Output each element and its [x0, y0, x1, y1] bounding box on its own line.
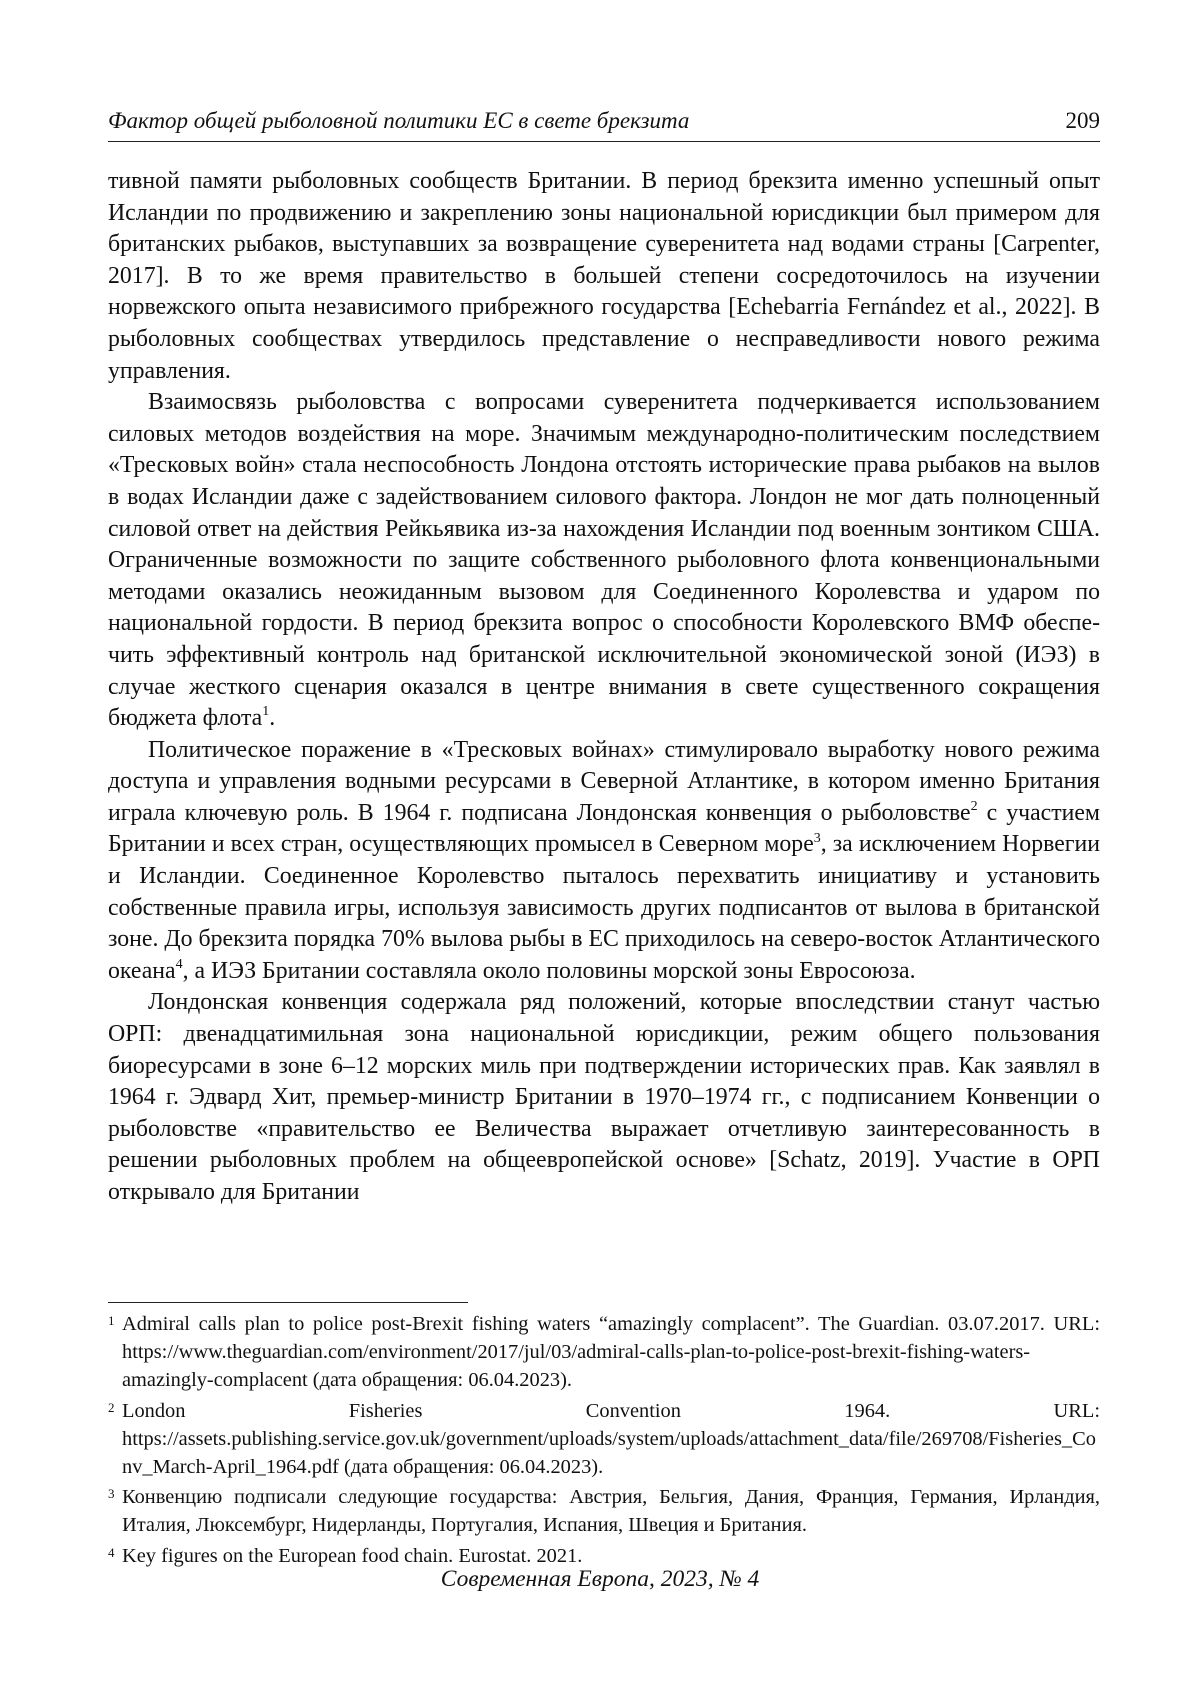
- paragraph-2-text: Взаимосвязь рыболовства с вопросами суверенитета подчеркивается использованием силовых методов воздействия на море. Значимым международно-политическим последствием «Тресковых войн» стала неспособность Лондона отстоять исторические права рыбаков на вылов в водах Исландии даже с задействованием силового фактора. Лондон не мог дать полноценный силовой ответ на действия Рейкьявика из-за нахождения Исландии под военным зонтиком США. Ограниченные возможности по защите собственного рыболовного флота конвенциональными методами оказались неожиданным вызовом для Соединенного Королевства и ударом по национальной гордости. В период брекзита вопрос о способности Королевского ВМФ обеспечить эффективный контроль над британской исключительной экономической зоной (ИЭЗ) в случае жесткого сценария оказался в центре внимания в свете существенного сокращения бюджета флота: [108, 389, 1100, 732]
- running-footer: Современная Европа, 2023, № 4: [440, 1566, 760, 1592]
- footnote-1: [108, 1310, 1100, 1395]
- footnote-text: Key figures on the European food chain. Eurostat. 2021.: [122, 1544, 583, 1567]
- page-number: 209: [1065, 108, 1100, 133]
- paragraph-2-end: .: [269, 705, 276, 732]
- paragraph-3-part-a: Политическое поражение в «Тресковых войнах» стимулировало выработку нового режима доступа и управления водными ресурсами в Северной Атлантике, в котором именно Британия играла ключевую роль. В 1964 г. подписана Лондонская конвенция о рыболовстве: [108, 736, 1100, 826]
- footnote-number: 2: [108, 1399, 115, 1415]
- body-text: [108, 166, 1100, 1209]
- footnote-text: Конвенцию подписали следующие государства: Австрия, Бельгия, Дания, Франция, Германия, Ирландия, Италия, Люксембург, Нидерланды, Португалия, Испания, Швеция и Британия.: [122, 1486, 1100, 1537]
- running-header: [108, 106, 1100, 142]
- paragraph-3-part-d: , а ИЭЗ Британии составляла около половины морской зоны Евросоюза.: [182, 957, 916, 984]
- running-title: Фактор общей рыболовной политики ЕС в свете брекзита: [108, 108, 690, 133]
- footnote-number: 3: [108, 1486, 115, 1502]
- footnote-3: [108, 1483, 1100, 1539]
- footnote-divider: [108, 1302, 468, 1303]
- footnote-ref-4[interactable]: 4: [175, 956, 183, 972]
- footnote-number: 1: [108, 1313, 115, 1328]
- paragraph-1: тивной памяти рыболовных сообществ Британии. В период брекзита именно успешный опыт Исландии по продвижению и закреплению зоны национальной юрисдикции был примером для британских рыбаков, выступавших за возвращение суверенитета над водами страны [Carpenter, 2017]. В то же время правительство в большей степени сосредоточилось на изучении норвежского опыта независимого прибрежного государства [Echebarria Fernández et al., 2022]. В рыболовных сообществах утвердилось представление о несправедливости нового режима управления.: [108, 168, 1100, 384]
- paragraph-3-part-b: с участием Британии и всех стран, осуществляющих промысел в Северном море: [108, 799, 1100, 858]
- footnote-ref-3[interactable]: 3: [813, 830, 821, 846]
- footnote-text: Admiral calls plan to police post-Brexit fishing waters “amazingly complacent”. The Guardian. 03.07.2017. URL: https://www.theguardian.com/environment/2017/jul/03/admiral-calls-plan-to-police-post-brexit-fishing-waters-amazingly-complacent (дата обращения: 06.04.2023).: [122, 1313, 1100, 1392]
- footnote-ref-2[interactable]: 2: [970, 798, 978, 814]
- footnotes: [108, 1310, 1100, 1570]
- paragraph-3-part-c: , за исключением Норвегии и Исландии. Соединенное Королевство пыталось перехватить инициативу и установить собственные правила игры, используя зависимость других подписантов от вылова в британской зоне. До брекзита порядка 70% вылова рыбы в ЕС приходилось на северо-восток Атлантического океана: [108, 831, 1100, 984]
- footnote-2: [108, 1397, 1100, 1482]
- paragraph-3: [108, 735, 1100, 988]
- footnote-number: 4: [108, 1544, 115, 1560]
- footnote-text: London Fisheries Convention 1964. URL: https://assets.publishing.service.gov.uk/government/uploads/system/uploads/attachment_data/file/269708/Fisheries_Conv_March-April_1964.pdf (дата обращения: 06.04.2023).: [122, 1399, 1100, 1479]
- paragraph-4: Лондонская конвенция содержала ряд положений, которые впоследствии станут частью ОРП: двенадцатимильная зона национальной юрисдикции, режим общего пользования биоресурсами в зоне 6–12 морских миль при подтверждении исторических прав. Как заявлял в 1964 г. Эдвард Хит, премьер-министр Британии в 1970–1974 гг., с подписанием Конвенции о рыболовстве «правительство ее Величества выражает отчетливую заинтересованность в решении рыболовных проблем на общеевропейской основе» [Schatz, 2019]. Участие в ОРП открывало для Британии: [108, 989, 1100, 1205]
- paragraph-2: [108, 387, 1100, 735]
- footnote-ref-1[interactable]: 1: [262, 704, 270, 720]
